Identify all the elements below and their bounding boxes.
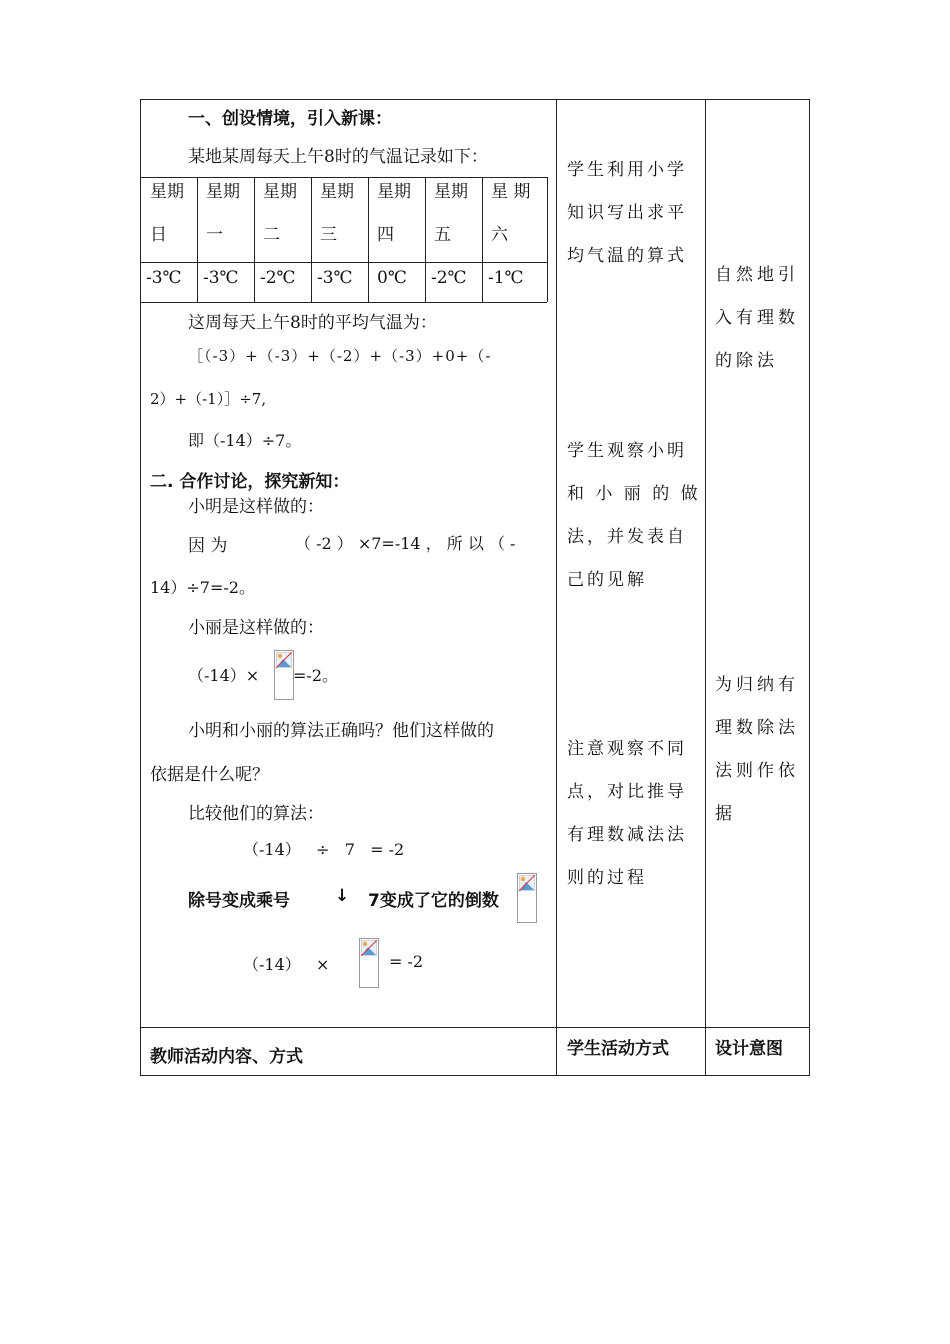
day-header-thu: 星期 [377,182,411,202]
day-header-fri-2: 五 [434,225,451,245]
xiaoli-eq-right: =-2。 [293,666,338,685]
table-right-border [809,99,810,1076]
xiaoli-eq-left: （-14）× [188,666,260,685]
design-intent-1: 自然地引 入有理数 的除法 [715,265,799,371]
xiaoli-intro: 小丽是这样做的： [188,618,324,638]
section2-title: 二. 合作讨论，探究新知： [150,472,350,492]
section1-title: 一、创设情境，引入新课： [188,109,392,129]
temp-cell-thu: 0℃ [377,268,407,288]
day-header-sat-2: 六 [491,225,508,245]
broken-image-icon [519,875,535,891]
xiaoming-intro: 小明是这样做的： [188,497,324,517]
broken-image-icon [276,652,292,668]
day-header-mon-2: 一 [206,225,223,245]
day-header-sun-2: 日 [150,225,167,245]
temp-cell-fri: -2℃ [431,268,467,288]
compare-equation-2-right: = -2 [389,952,424,971]
avg-expression-3: 即（-14）÷7。 [188,431,302,450]
design-intent-2: 为归纳有 理数除法 法则作依 据 [715,675,799,824]
day-header-wed-2: 三 [320,225,337,245]
avg-intro: 这周每天上午8时的平均气温为： [188,313,437,333]
temp-cell-sat: -1℃ [488,268,524,288]
day-header-wed: 星期 [320,182,354,202]
day-header-fri: 星期 [434,182,468,202]
header-design-intent: 设计意图 [715,1039,783,1059]
compare-equation-1: （-14） ÷ 7 = -2 [243,840,405,859]
down-arrow-icon: ↓ [335,886,350,906]
xiaoming-because: 因 为 [188,536,228,556]
table-top-border [140,99,810,100]
reciprocal-fraction-image-2 [517,873,537,923]
table-col-divider-1 [556,99,557,1076]
day-header-mon: 星期 [206,182,240,202]
header-teacher-activity: 教师活动内容、方式 [150,1047,303,1067]
temp-cell-tue: -2℃ [260,268,296,288]
header-student-activity: 学生活动方式 [567,1039,669,1059]
day-header-tue-2: 二 [263,225,280,245]
table-col-divider-2 [705,99,706,1076]
temp-cell-sun: -3℃ [146,268,182,288]
temp-cell-wed: -3℃ [317,268,353,288]
temp-cell-mon: -3℃ [203,268,239,288]
avg-expression-1: ［（-3）+（-3）+（-2）+（-3）+0+（- [188,347,492,365]
transform-label-right: 7变成了它的倒数 [368,891,499,911]
xiaoming-result: 14）÷7=-2。 [150,578,255,597]
question-line-1: 小明和小丽的算法正确吗？他们这样做的 [188,721,494,741]
transform-label-left: 除号变成乘号 [188,891,290,911]
question-line-2: 依据是什么呢？ [150,765,269,785]
student-activity-1: 学生利用小学 知识写出求平 均气温的算式 [567,160,687,266]
broken-image-icon [361,940,377,956]
student-activity-3: 注意观察不同 点，对比推导 有理数减法法 则的过程 [567,739,687,888]
compare-intro: 比较他们的算法： [188,804,324,824]
xiaoming-equation: （ -2 ） ×7=-14 ， 所 以 （ - [295,534,516,553]
compare-equation-2-left: （-14） × [243,955,330,974]
day-header-sun: 星期 [150,182,184,202]
reciprocal-fraction-image [274,650,294,700]
student-activity-2: 学生观察小明 和 小 丽 的 做 法，并发表自 己的见解 [567,441,701,590]
day-header-tue: 星期 [263,182,297,202]
table-bottom-border [140,1075,810,1076]
reciprocal-fraction-image-3 [359,938,379,988]
day-header-sat: 星 期 [491,182,531,202]
avg-expression-2: 2）+（-1）］÷7, [150,390,267,408]
section1-intro: 某地某周每天上午8时的气温记录如下： [188,147,488,167]
table-left-border [140,99,141,1076]
table-row-divider [140,1027,810,1028]
day-header-thu-2: 四 [377,225,394,245]
